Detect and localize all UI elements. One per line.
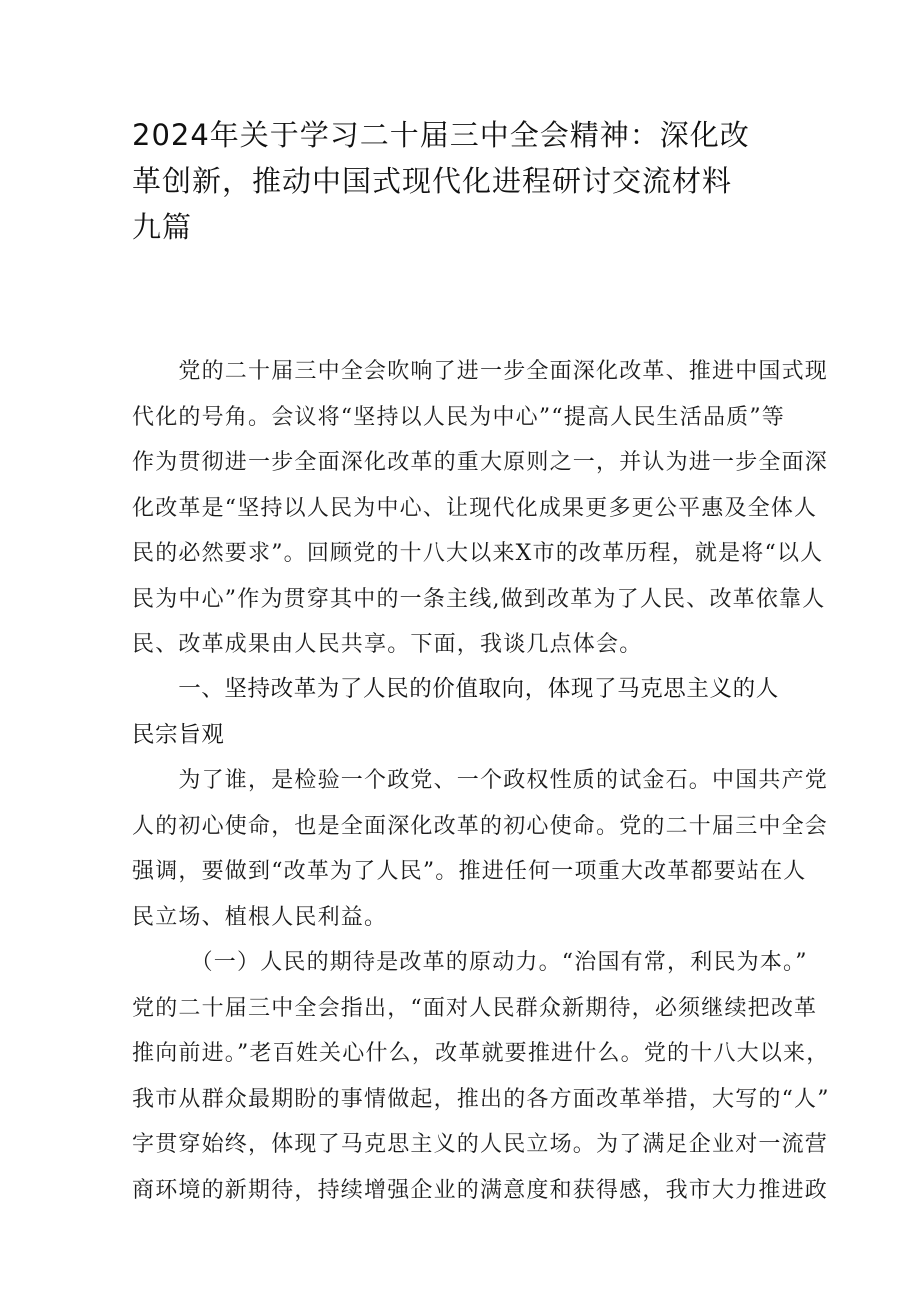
paragraph-line: 民、改革成果由人民共享。下面，我谈几点体会。 xyxy=(132,632,643,657)
paragraph-line: （一）人民的期待是改革的原动力。“治国有常，利民为本。” xyxy=(132,950,808,975)
paragraph-line: 民的必然要求”。回顾党的十八大以来X市的改革历程，就是将“以人 xyxy=(132,541,824,566)
paragraph-line: 民为中心”作为贯穿其中的一条主线,做到改革为了人民、改革依靠人 xyxy=(132,586,826,612)
paragraph-line: 强调，要做到“改革为了人民”。推进任何一项重大改革都要站在人 xyxy=(132,859,807,884)
paragraph-line: 推向前进。”老百姓关心什么，改革就要推进什么。党的十八大以来， xyxy=(132,1041,830,1066)
paragraph-line: 党的二十届三中全会指出，“面对人民群众新期待，必须继续把改革 xyxy=(132,995,818,1021)
section-heading xyxy=(132,667,792,758)
paragraph-line: 作为贯彻进一步全面深化改革的重大原则之一，并认为进一步全面深 xyxy=(132,450,829,475)
section-paragraph xyxy=(132,758,829,940)
title-line: 革创新，推动中国式现代化进程研讨交流材料 xyxy=(132,164,733,198)
paragraph-line: 为了谁，是检验一个政党、一个政权性质的试金石。中国共产党 xyxy=(132,768,829,793)
paragraph-line: 化改革是“坚持以人民为中心、让现代化成果更多更公平惠及全体人 xyxy=(132,495,818,521)
paragraph-line: 人的初心使命，也是全面深化改革的初心使命。党的二十届三中全会 xyxy=(132,813,829,839)
heading-line: 一、坚持改革为了人民的价值取向，体现了马克思主义的人 xyxy=(132,676,779,702)
paragraph-line: 商环境的新期待，持续增强企业的满意度和获得感，我市大力推进政 xyxy=(132,1177,829,1203)
intro-paragraph xyxy=(132,349,829,668)
paragraph-line: 字贯穿始终，体现了马克思主义的人民立场。为了满足企业对一流营 xyxy=(132,1132,829,1157)
paragraph-line: 党的二十届三中全会吹响了进一步全面深化改革、推进中国式现 xyxy=(132,359,829,384)
heading-line: 民宗旨观 xyxy=(132,721,225,748)
subsection-paragraph xyxy=(132,940,830,1213)
title-line: 2024年关于学习二十届三中全会精神：深化改 xyxy=(132,118,750,152)
title-line: 九篇 xyxy=(132,210,193,244)
paragraph-line: 我市从群众最期盼的事情做起，推出的各方面改革举措，大写的“人” xyxy=(132,1086,830,1112)
document-title xyxy=(132,112,792,250)
paragraph-line: 代化的号角。会议将“坚持以人民为中心”“提高人民生活品质”等 xyxy=(132,404,785,430)
paragraph-line: 民立场、植根人民利益。 xyxy=(132,904,388,930)
